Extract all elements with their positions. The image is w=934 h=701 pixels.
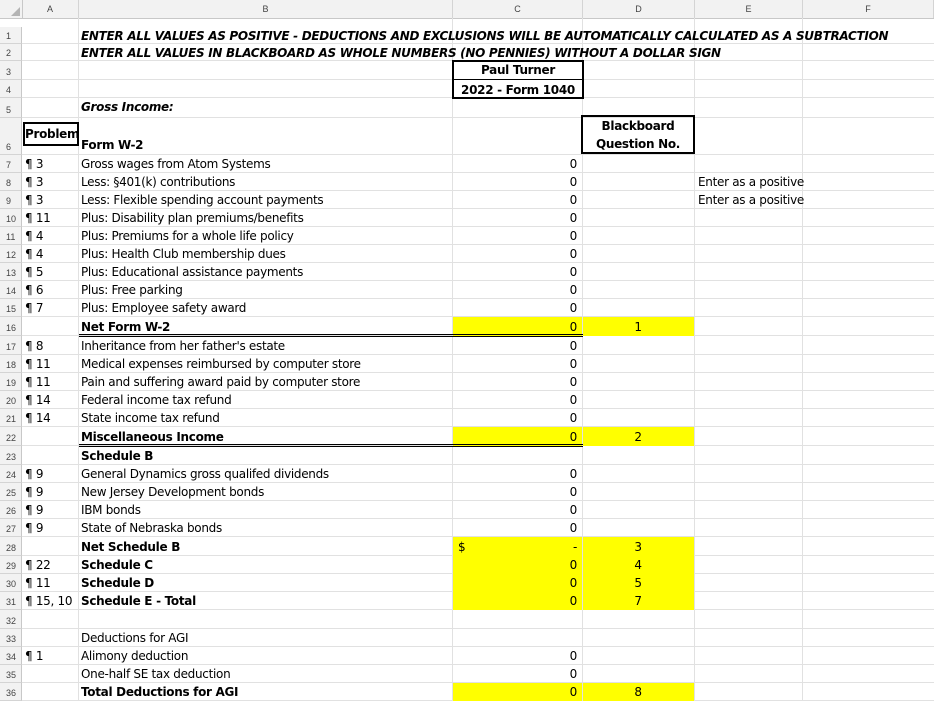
line-description[interactable]: State of Nebraska bonds	[81, 521, 222, 535]
line-value[interactable]: 0	[569, 211, 577, 225]
row-header-6[interactable]: 6	[0, 118, 22, 155]
blackboard-question-number[interactable]: 7	[634, 594, 642, 608]
problem-ref[interactable]: ¶ 9	[25, 503, 44, 517]
row-header-9[interactable]: 9	[0, 191, 22, 209]
line-value[interactable]: 0	[569, 193, 577, 207]
line-value[interactable]: 0	[569, 430, 577, 444]
row-header-5[interactable]: 5	[0, 98, 22, 118]
problem-ref[interactable]: ¶ 22	[25, 558, 51, 572]
line-value[interactable]: 0	[569, 667, 577, 681]
problem-ref[interactable]: ¶ 4	[25, 229, 44, 243]
line-description[interactable]: State income tax refund	[81, 411, 220, 425]
line-value[interactable]: 0	[569, 576, 577, 590]
line-value[interactable]: 0	[569, 485, 577, 499]
line-description[interactable]: Alimony deduction	[81, 649, 189, 663]
line-value[interactable]: 0	[569, 157, 577, 171]
problem-ref[interactable]: ¶ 11	[25, 357, 51, 371]
line-description[interactable]: Schedule E - Total	[81, 594, 196, 608]
line-description[interactable]: Inheritance from her father's estate	[81, 339, 285, 353]
line-description[interactable]: General Dynamics gross qualifed dividends	[81, 467, 329, 481]
column-header-d[interactable]: D	[583, 0, 695, 18]
row-header-3[interactable]: 3	[0, 61, 22, 80]
blackboard-question-number[interactable]: 3	[634, 540, 642, 554]
header-box-divider	[453, 79, 583, 80]
line-description[interactable]: One-half SE tax deduction	[81, 667, 231, 681]
row-header-33[interactable]: 33	[0, 629, 22, 647]
note-line-1: ENTER ALL VALUES AS POSITIVE - DEDUCTIONS AND EXCLUSIONS WILL BE AUTOMATICALLY CALCULATED AS A SUBTRACTION	[81, 29, 889, 43]
line-value[interactable]: 0	[569, 301, 577, 315]
problem-column-header: Problem	[25, 127, 80, 141]
problem-ref[interactable]: ¶ 4	[25, 247, 44, 261]
line-value[interactable]: 0	[569, 175, 577, 189]
line-description[interactable]: Schedule B	[81, 449, 154, 463]
column-header-e[interactable]: E	[695, 0, 803, 18]
taxpayer-name[interactable]: Paul Turner	[480, 63, 556, 77]
problem-ref[interactable]: ¶ 7	[25, 301, 44, 315]
row-header-24[interactable]: 24	[0, 465, 22, 483]
row-header-19[interactable]: 19	[0, 373, 22, 391]
row-header-8[interactable]: 8	[0, 173, 22, 191]
line-value[interactable]: 0	[569, 594, 577, 608]
problem-ref[interactable]: ¶ 5	[25, 265, 44, 279]
line-value[interactable]: 0	[569, 521, 577, 535]
line-value[interactable]: -	[572, 540, 577, 554]
line-description[interactable]: Federal income tax refund	[81, 393, 232, 407]
row-header-2[interactable]: 2	[0, 44, 22, 61]
row-header-22[interactable]: 22	[0, 427, 22, 446]
line-description[interactable]: Less: Flexible spending account payments	[81, 193, 324, 207]
problem-ref[interactable]: ¶ 11	[25, 211, 51, 225]
line-description[interactable]: Plus: Health Club membership dues	[81, 247, 286, 261]
row-header-36[interactable]: 36	[0, 683, 22, 701]
line-description[interactable]: Net Schedule B	[81, 540, 181, 554]
problem-ref[interactable]: ¶ 14	[25, 411, 51, 425]
line-value[interactable]: 0	[569, 503, 577, 517]
line-description[interactable]: Less: §401(k) contributions	[81, 175, 236, 189]
blackboard-question-number[interactable]: 2	[634, 430, 642, 444]
blackboard-question-number[interactable]: 1	[634, 320, 642, 334]
row-header-18[interactable]: 18	[0, 355, 22, 373]
row-header-31[interactable]: 31	[0, 592, 22, 610]
line-value[interactable]: 0	[569, 393, 577, 407]
form-w2-label: Form W-2	[81, 138, 144, 152]
row-header-7[interactable]: 7	[0, 155, 22, 173]
line-description[interactable]: Net Form W-2	[81, 320, 171, 334]
line-value[interactable]: 0	[569, 339, 577, 353]
column-header-c[interactable]: C	[453, 0, 583, 18]
form-year[interactable]: 2022 - Form 1040	[461, 83, 575, 97]
problem-ref[interactable]: ¶ 15, 10	[25, 594, 73, 608]
row-header-34[interactable]: 34	[0, 647, 22, 665]
blackboard-question-number[interactable]: 5	[634, 576, 642, 590]
gross-income-heading: Gross Income:	[81, 100, 174, 114]
row-header-21[interactable]: 21	[0, 409, 22, 427]
line-value[interactable]: 0	[569, 649, 577, 663]
problem-ref[interactable]: ¶ 14	[25, 393, 51, 407]
row-header-35[interactable]: 35	[0, 665, 22, 683]
line-description[interactable]: Medical expenses reimbursed by computer store	[81, 357, 361, 371]
problem-ref[interactable]: ¶ 9	[25, 521, 44, 535]
blackboard-question-number[interactable]: 4	[634, 558, 642, 572]
problem-ref[interactable]: ¶ 11	[25, 576, 51, 590]
line-description[interactable]: Plus: Premiums for a whole life policy	[81, 229, 294, 243]
row-header-28[interactable]: 28	[0, 537, 22, 556]
row-header-13[interactable]: 13	[0, 263, 22, 281]
line-description[interactable]: IBM bonds	[81, 503, 141, 517]
problem-ref[interactable]: ¶ 9	[25, 485, 44, 499]
grid-line	[22, 117, 934, 118]
line-description[interactable]: Deductions for AGI	[81, 631, 189, 645]
row-header-32[interactable]: 32	[0, 610, 22, 629]
column-header-f[interactable]: F	[803, 0, 934, 18]
problem-ref[interactable]: ¶ 3	[25, 175, 44, 189]
select-all-corner[interactable]	[0, 0, 23, 18]
line-value[interactable]: 0	[569, 265, 577, 279]
problem-ref[interactable]: ¶ 3	[25, 157, 44, 171]
grid-line	[78, 18, 79, 701]
line-value[interactable]: 0	[569, 283, 577, 297]
entry-note: Enter as a positive	[698, 193, 804, 207]
line-description[interactable]: Plus: Free parking	[81, 283, 183, 297]
problem-ref[interactable]: ¶ 8	[25, 339, 44, 353]
row-header-26[interactable]: 26	[0, 501, 22, 519]
line-value[interactable]: 0	[569, 357, 577, 371]
line-description[interactable]: Gross wages from Atom Systems	[81, 157, 271, 171]
line-value[interactable]: 0	[569, 685, 577, 699]
row-header-25[interactable]: 25	[0, 483, 22, 501]
column-header-a[interactable]: A	[22, 0, 79, 18]
row-header-15[interactable]: 15	[0, 299, 22, 317]
problem-ref[interactable]: ¶ 9	[25, 467, 44, 481]
row-header-1[interactable]: 1	[0, 27, 22, 44]
blackboard-question-number[interactable]: 8	[634, 685, 642, 699]
line-value[interactable]: 0	[569, 411, 577, 425]
row-header-27[interactable]: 27	[0, 519, 22, 537]
row-header-23[interactable]: 23	[0, 446, 22, 465]
row-header-29[interactable]: 29	[0, 556, 22, 574]
row-header-20[interactable]: 20	[0, 391, 22, 409]
problem-ref[interactable]: ¶ 3	[25, 193, 44, 207]
row-header-11[interactable]: 11	[0, 227, 22, 245]
line-description[interactable]: Total Deductions for AGI	[81, 685, 239, 699]
line-description[interactable]: Miscellaneous Income	[81, 430, 224, 444]
corner-triangle-icon	[11, 7, 20, 16]
entry-note: Enter as a positive	[698, 175, 804, 189]
row-header-30[interactable]: 30	[0, 574, 22, 592]
line-description[interactable]: Pain and suffering award paid by computer store	[81, 375, 361, 389]
line-description[interactable]: Plus: Disability plan premiums/benefits	[81, 211, 304, 225]
line-description[interactable]: Plus: Employee safety award	[81, 301, 247, 315]
line-value[interactable]: 0	[569, 247, 577, 261]
row-header-10[interactable]: 10	[0, 209, 22, 227]
problem-ref[interactable]: ¶ 11	[25, 375, 51, 389]
column-header-b[interactable]: B	[79, 0, 453, 18]
grid-line	[802, 18, 803, 701]
row-header-17[interactable]: 17	[0, 336, 22, 355]
line-value[interactable]: 0	[569, 375, 577, 389]
line-value[interactable]: 0	[569, 558, 577, 572]
row-header-16[interactable]: 16	[0, 317, 22, 336]
line-value[interactable]: 0	[569, 467, 577, 481]
line-value[interactable]: 0	[569, 320, 577, 334]
line-description[interactable]: New Jersey Development bonds	[81, 485, 265, 499]
row-header-14[interactable]: 14	[0, 281, 22, 299]
row-header-12[interactable]: 12	[0, 245, 22, 263]
row-header-4[interactable]: 4	[0, 80, 22, 98]
line-description[interactable]: Schedule C	[81, 558, 153, 572]
problem-ref[interactable]: ¶ 1	[25, 649, 44, 663]
note-line-2: ENTER ALL VALUES IN BLACKBOARD AS WHOLE NUMBERS (NO PENNIES) WITHOUT A DOLLAR SIGN	[81, 46, 721, 60]
line-value[interactable]: 0	[569, 229, 577, 243]
line-description[interactable]: Plus: Educational assistance payments	[81, 265, 304, 279]
blackboard-header-line1: Blackboard	[601, 119, 675, 133]
currency-symbol: $	[458, 540, 466, 554]
blackboard-header-line2: Question No.	[595, 137, 681, 151]
problem-ref[interactable]: ¶ 6	[25, 283, 44, 297]
line-description[interactable]: Schedule D	[81, 576, 154, 590]
